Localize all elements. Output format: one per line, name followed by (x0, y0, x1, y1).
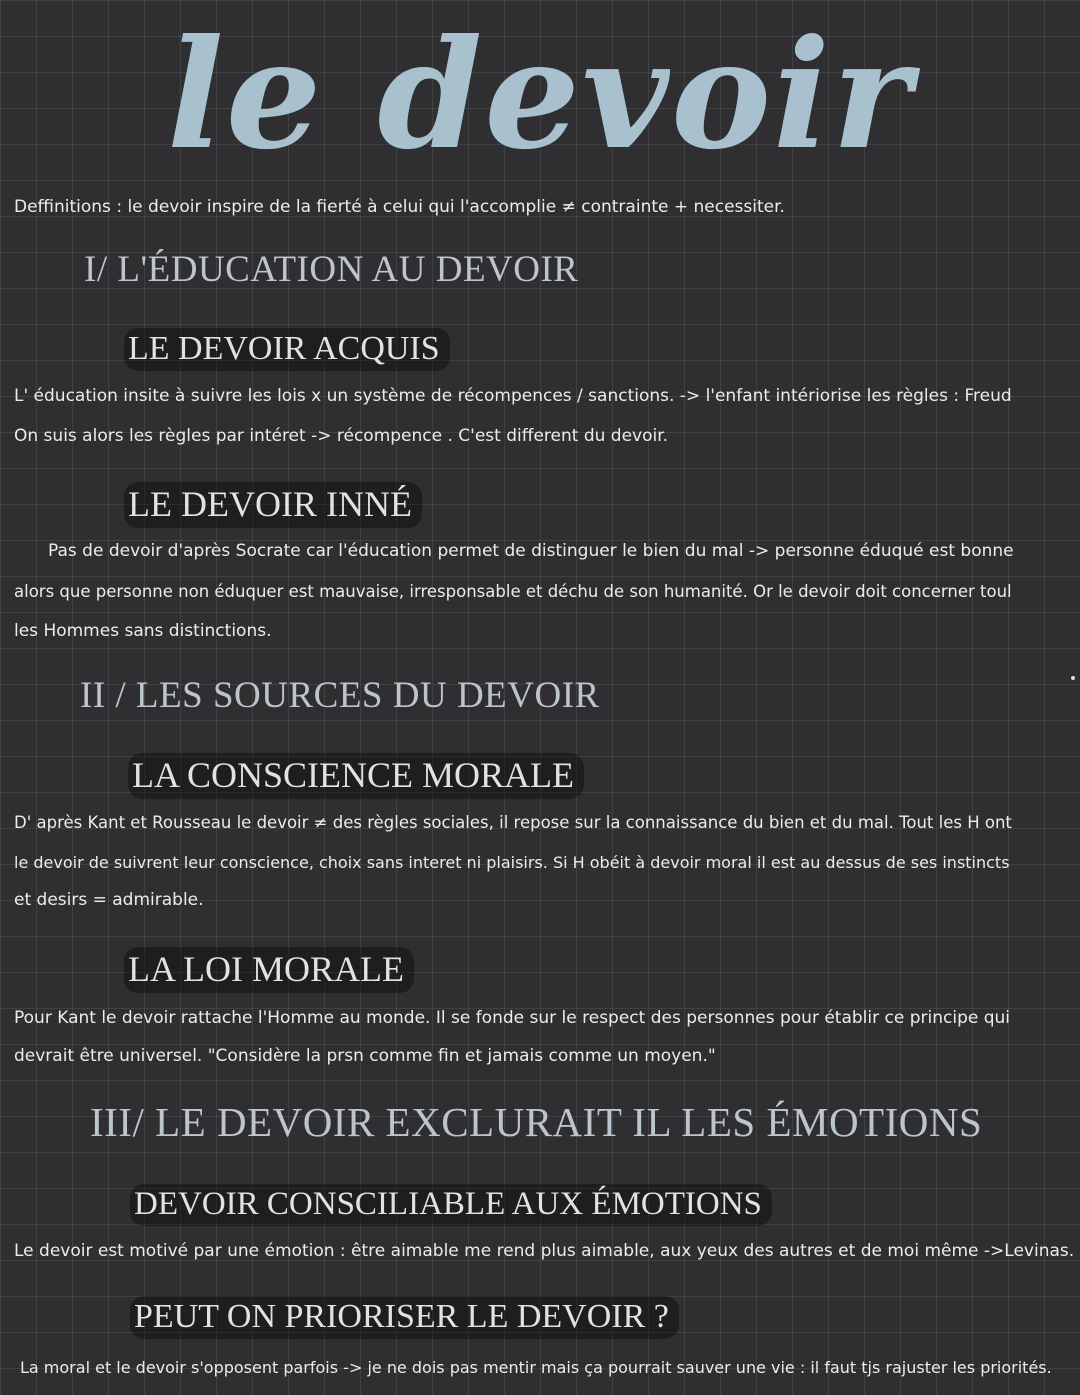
text-line: La moral et le devoir s'opposent parfois -> je ne dois pas mentir mais ça pourrait sauver une vie : il faut tjs rajuster les priorités. (20, 1358, 1052, 1377)
subsection-conscience-morale-heading: LA CONSCIENCE MORALE (128, 754, 584, 796)
definition-label: Deffinitions (14, 197, 111, 217)
section-3-heading: III/ LE DEVOIR EXCLURAIT IL LES ÉMOTIONS (90, 1099, 983, 1145)
text-line: On suis alors les règles par intéret -> récompence . C'est different du devoir. (14, 426, 669, 446)
text-line: Le devoir est motivé par une émotion : être aimable me rend plus aimable, aux yeux des autres et de moi même ->Levinas. (14, 1241, 1075, 1261)
section-1-heading: I/ L'ÉDUCATION AU DEVOIR (84, 249, 579, 290)
text-line: D' après Kant et Rousseau le devoir ≠ des règles sociales, il repose sur la connaissance du bien et du mal. Tout les H ont (14, 813, 1012, 832)
subsection-devoir-inne-heading: LE DEVOIR INNÉ (124, 483, 422, 525)
text-line: Pas de devoir d'après Socrate car l'éducation permet de distinguer le bien du mal -> personne éduqué est bonne (48, 541, 1014, 561)
subsection-prioriser-heading: PEUT ON PRIORISER LE DEVOIR ? (130, 1298, 679, 1336)
definition-line (14, 188, 785, 227)
subsection-devoir-conciliable-heading: DEVOIR CONSCILIABLE AUX ÉMOTIONS (130, 1186, 772, 1223)
stray-dot (1071, 676, 1075, 680)
text-line: le devoir de suivrent leur conscience, choix sans interet ni plaisirs. Si H obéit à devoir moral il est au dessus de ses instincts (14, 853, 1010, 872)
subsection-devoir-acquis-heading: LE DEVOIR ACQUIS (124, 330, 450, 368)
text-line: Pour Kant le devoir rattache l'Homme au monde. Il se fonde sur le respect des personnes pour établir ce principe qui (14, 1008, 1011, 1028)
text-line: et desirs = admirable. (14, 890, 204, 910)
text-line: L' éducation insite à suivre les lois x un système de récompences / sanctions. -> l'enfant intériorise les règles : Freud (14, 386, 1012, 406)
subsection-loi-morale-heading: LA LOI MORALE (124, 948, 414, 990)
page-title: le devoir (166, 7, 914, 183)
definition-text: : le devoir inspire de la fierté à celui qui l'accomplie ≠ contrainte + necessiter. (116, 197, 785, 217)
section-2-heading: II / LES SOURCES DU DEVOIR (80, 675, 600, 716)
text-line: alors que personne non éduquer est mauvaise, irresponsable et déchu de son humanité. Or le devoir doit concerner toul (14, 582, 1012, 601)
text-line: devrait être universel. "Considère la prsn comme fin et jamais comme un moyen." (14, 1046, 716, 1066)
text-line: les Hommes sans distinctions. (14, 621, 272, 641)
